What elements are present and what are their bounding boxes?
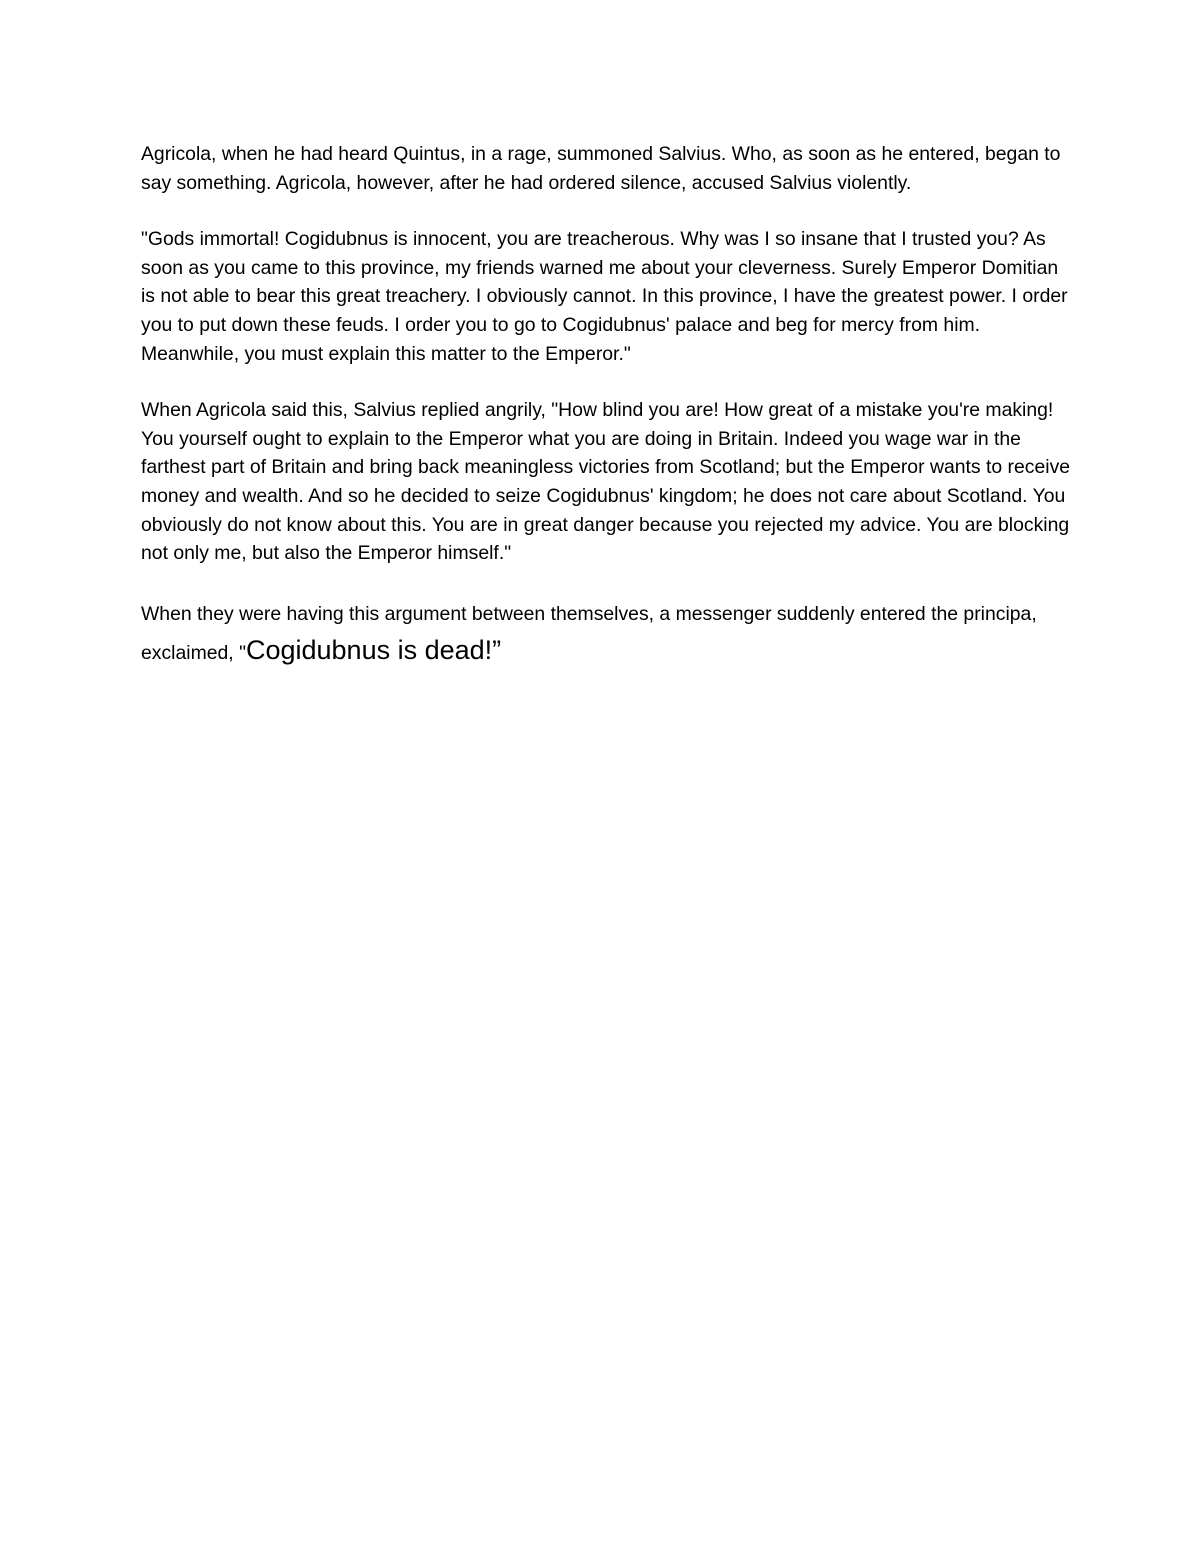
paragraph-4 — [141, 596, 1071, 671]
document-body — [141, 140, 1071, 671]
paragraph-3: When Agricola said this, Salvius replied angrily, "How blind you are! How great of a mistake you're making! You yourself ought to explain to the Emperor what you are doing in Britain. Indeed you wage war in the farthest part of Britain and bring back meaningless victories from Scotland; but the Emperor wants to receive money and wealth. And so he decided to seize Cogidubnus' kingdom; he does not care about Scotland. You obviously do not know about this. You are in great danger because you rejected my advice. You are blocking not only me, but also the Emperor himself." — [141, 399, 1071, 565]
paragraph-4-emphasis: Cogidubnus is dead!” — [245, 634, 502, 665]
paragraph-4-text: When they were having this argument between themselves, a messenger suddenly entered the principa, exclaimed, " — [141, 602, 1037, 664]
paragraph-2: "Gods immortal! Cogidubnus is innocent, you are treacherous. Why was I so insane that I trusted you? As soon as you came to this province, my friends warned me about your cleverness. Surely Emperor Domitian is not able to bear this great treachery. I obviously cannot. In this province, I have the greatest power. I order you to put down these feuds. I order you to go to Cogidubnus' palace and beg for mercy from him. Meanwhile, you must explain this matter to the Emperor." — [141, 228, 1068, 365]
paragraph-1: Agricola, when he had heard Quintus, in a rage, summoned Salvius. Who, as soon as he entered, began to say something. Agricola, however, after he had ordered silence, accused Salvius violently. — [141, 143, 1061, 194]
